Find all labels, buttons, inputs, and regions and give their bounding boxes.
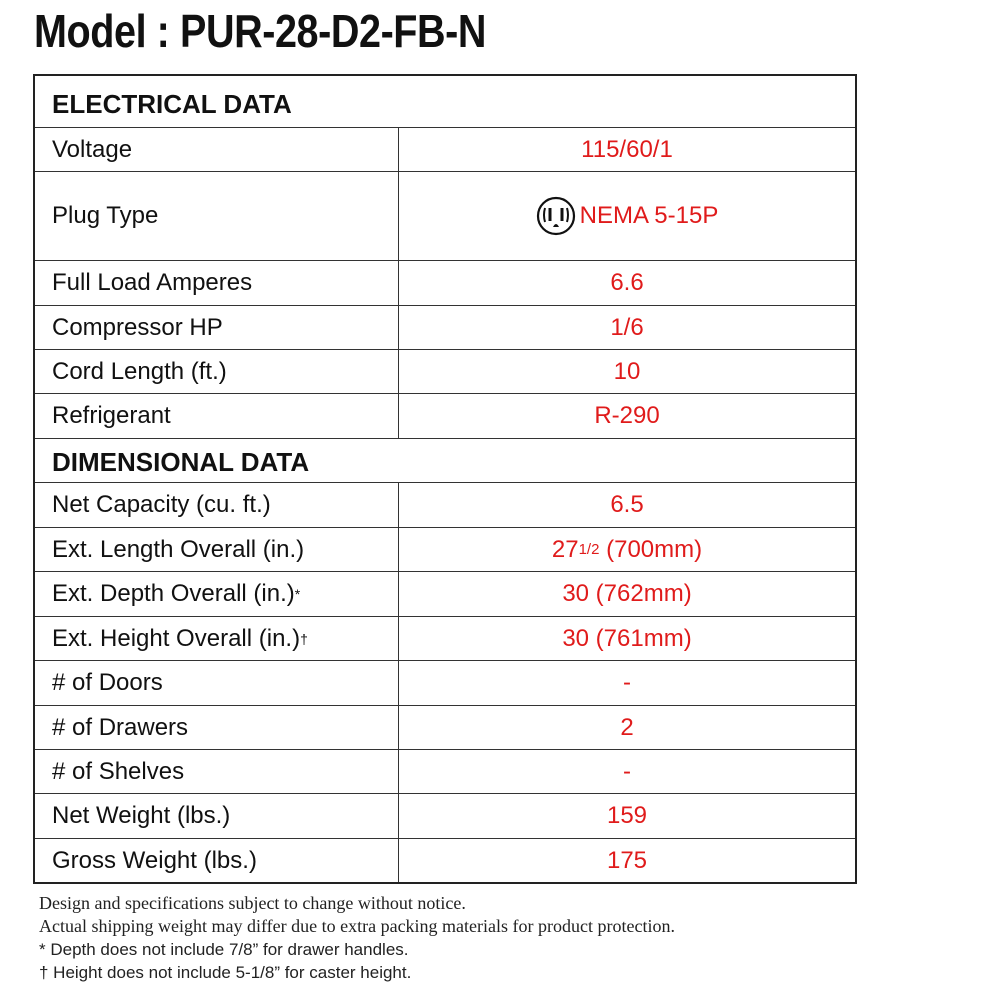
table-row (35, 749, 855, 793)
table-row (35, 838, 855, 882)
row-label: Compressor HP (35, 306, 399, 349)
length-metric: (700mm) (599, 535, 703, 563)
table-row (35, 305, 855, 349)
row-value: 6.6 (610, 269, 644, 296)
table-row (35, 171, 855, 260)
plug-type-value: NEMA 5-15P (579, 202, 719, 229)
note-line: Actual shipping weight may differ due to extra packing materials for product protection. (39, 916, 675, 936)
row-value: 10 (613, 357, 641, 385)
row-label: Plug Type (35, 172, 399, 260)
row-value: 30 (762mm) (562, 580, 692, 607)
row-label: Voltage (35, 128, 399, 171)
row-label-text: Ext. Depth Overall (in.) (52, 580, 295, 607)
row-label-text: Ext. Height Overall (in.) (52, 624, 301, 652)
row-value (399, 172, 855, 260)
table-row (35, 482, 855, 527)
table-row (35, 527, 855, 571)
section-heading-electrical: ELECTRICAL DATA (52, 89, 292, 119)
row-label: Refrigerant (35, 394, 399, 438)
row-value: R-290 (594, 402, 660, 429)
footnotes (39, 892, 675, 984)
row-value: 30 (761mm) (562, 624, 692, 652)
note-line: * Depth does not include 7/8” for drawer handles. (39, 940, 409, 959)
page-title: Model : PUR-28-D2-FB-N (34, 5, 487, 57)
row-label: Gross Weight (lbs.) (35, 839, 399, 882)
table-row (35, 793, 855, 838)
row-label: Net Capacity (cu. ft.) (35, 483, 399, 527)
table-row (35, 571, 855, 616)
nema-5-15-plug-icon (536, 196, 576, 236)
row-value: - (623, 757, 631, 785)
row-value: 2 (620, 713, 634, 741)
table-row (35, 616, 855, 660)
table-row (35, 393, 855, 438)
table-row (35, 660, 855, 705)
row-label (35, 617, 399, 660)
row-value: 159 (606, 802, 648, 829)
row-value: 1/6 (610, 313, 644, 341)
row-value (399, 528, 855, 571)
row-value: - (623, 669, 631, 696)
spec-table (33, 74, 857, 884)
row-label: # of Doors (35, 661, 399, 705)
row-label: Ext. Length Overall (in.) (35, 528, 399, 571)
footnote-mark: * (294, 586, 301, 602)
row-label: Cord Length (ft.) (35, 350, 399, 393)
table-row (35, 705, 855, 749)
row-label (35, 572, 399, 616)
row-label: Full Load Amperes (35, 261, 399, 305)
row-label: # of Drawers (35, 706, 399, 749)
row-value: 6.5 (610, 491, 644, 518)
note-line: Design and specifications subject to change without notice. (39, 893, 466, 913)
table-row (35, 349, 855, 393)
note-line: † Height does not include 5-1/8” for caster height. (39, 963, 412, 982)
row-label: Net Weight (lbs.) (35, 794, 399, 838)
section-heading-dimensional: DIMENSIONAL DATA (35, 438, 855, 482)
row-value: 115/60/1 (581, 135, 673, 163)
table-row (35, 127, 855, 171)
length-whole: 27 (551, 535, 579, 563)
row-label: # of Shelves (35, 750, 399, 793)
row-value: 175 (606, 846, 648, 874)
table-row (35, 260, 855, 305)
footnote-mark: † (300, 630, 308, 647)
length-fraction: 1/2 (578, 541, 600, 558)
